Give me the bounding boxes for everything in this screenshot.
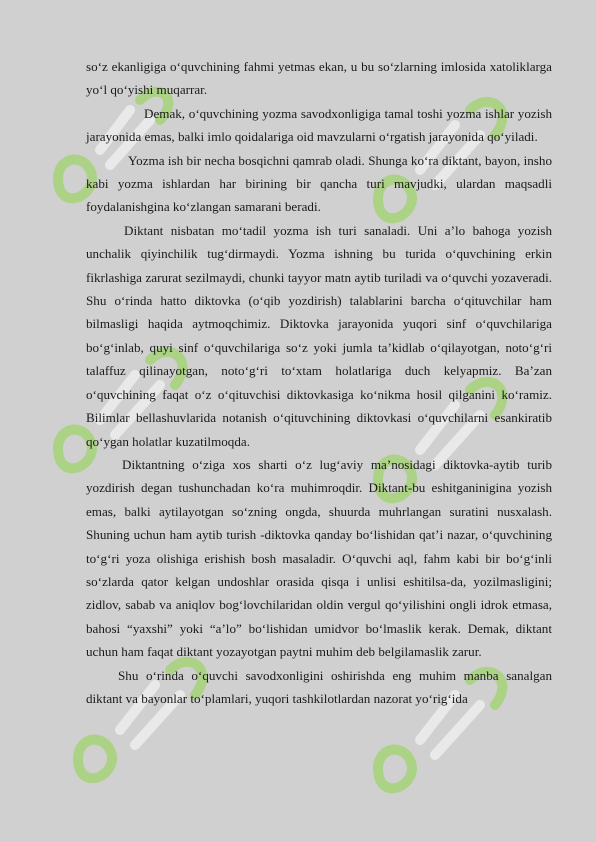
body-text [86,55,552,710]
paragraph: Diktantning o‘ziga xos sharti o‘z lug‘aviy ma’nosidagi diktovka-aytib turib yozdirish degan tushunchadan ko‘ra muhimroqdir. Diktant-bu eshitganinigina yozish emas, balki aytilayotgan so‘zning ongda, shuurda muhrlangan suratini nusxalash. Shuning uchun ham aytib turish -diktovka qanday bo‘lishidan qat’i nazar, o‘quvchining to‘g‘ri yoza olishiga erishish bosh masaladir. O‘quvchi aql, fahm kabi bir bo‘g‘inli so‘zlarda qator kelgan undoshlar orasida qisqa i unlisi eshitilsa-da, yozilmasligini; zidlov, sabab va aniqlov bog‘lovchilaridan oldin vergul qo‘yilishini ongli idrok etmasa, bahosi “yaxshi” yoki “a’lo” bo‘lishidan umidvor bo‘lmaslik kerak. Demak, diktant uchun ham faqat diktant yozayotgan paytni muhim deb belgilamaslik zarur. [86,456,552,660]
paragraph: Diktant nisbatan mo‘tadil yozma ish turi sanaladi. Uni a’lo bahoga yozish unchalik qiyinchilik tug‘dirmaydi. Yozma ishning bu turida o‘quvchining erkin fikrlashiga zarurat sezilmaydi, chunki tayyor matn aytib turiladi va o‘quvchi yozaveradi. Shu o‘rinda hatto diktovka (o‘qib yozdirish) talablarini barcha o‘qituvchilar ham bilmasligi haqida aytmoqchimiz. Diktovka jarayonida yuqori sinf o‘quvchilariga bo‘g‘inlab, quyi sinf o‘quvchilariga so‘z yoki jumla ta’kidlab o‘qilayotgan, noto‘g‘ri talaffuz qilinayotgan, noto‘g‘ri to‘xtam holatlariga duch kelyapmiz. Ba’zan o‘quvchining faqat o‘z o‘qituvchisi diktovkasiga ko‘nikma hosil qilganini ko‘ramiz. Bilimlar bellashuvlarida notanish o‘qituvchining diktovkasi o‘quvchilarni esankiratib qo‘ygan holatlar kuzatilmoqda. [86,222,552,449]
paragraph: Yozma ish bir necha bosqichni qamrab oladi. Shunga ko‘ra diktant, bayon, insho kabi yozma ishlardan har birining bir qancha turi mavjudki, ulardan maqsadli foydalanishgina ko‘zlangan samarani beradi. [86,152,552,215]
paragraph: so‘z ekanligiga o‘quvchining fahmi yetmas ekan, u bu so‘zlarning imlosida xatoliklarga yo‘l qo‘yishi muqarrar. [86,59,552,98]
paragraph: Demak, o‘quvchining yozma savodxonligiga tamal toshi yozma ishlar yozish jarayonida emas, balki imlo qoidalariga oid mavzularni o‘rgatish jarayonida qo‘yiladi. [86,105,552,145]
paragraph: Shu o‘rinda o‘quvchi savodxonligini oshirishda eng muhim manba sanalgan diktant va bayonlar to‘plamlari, yuqori tashkilotlardan nazorat yo‘rig‘ida [86,667,552,706]
